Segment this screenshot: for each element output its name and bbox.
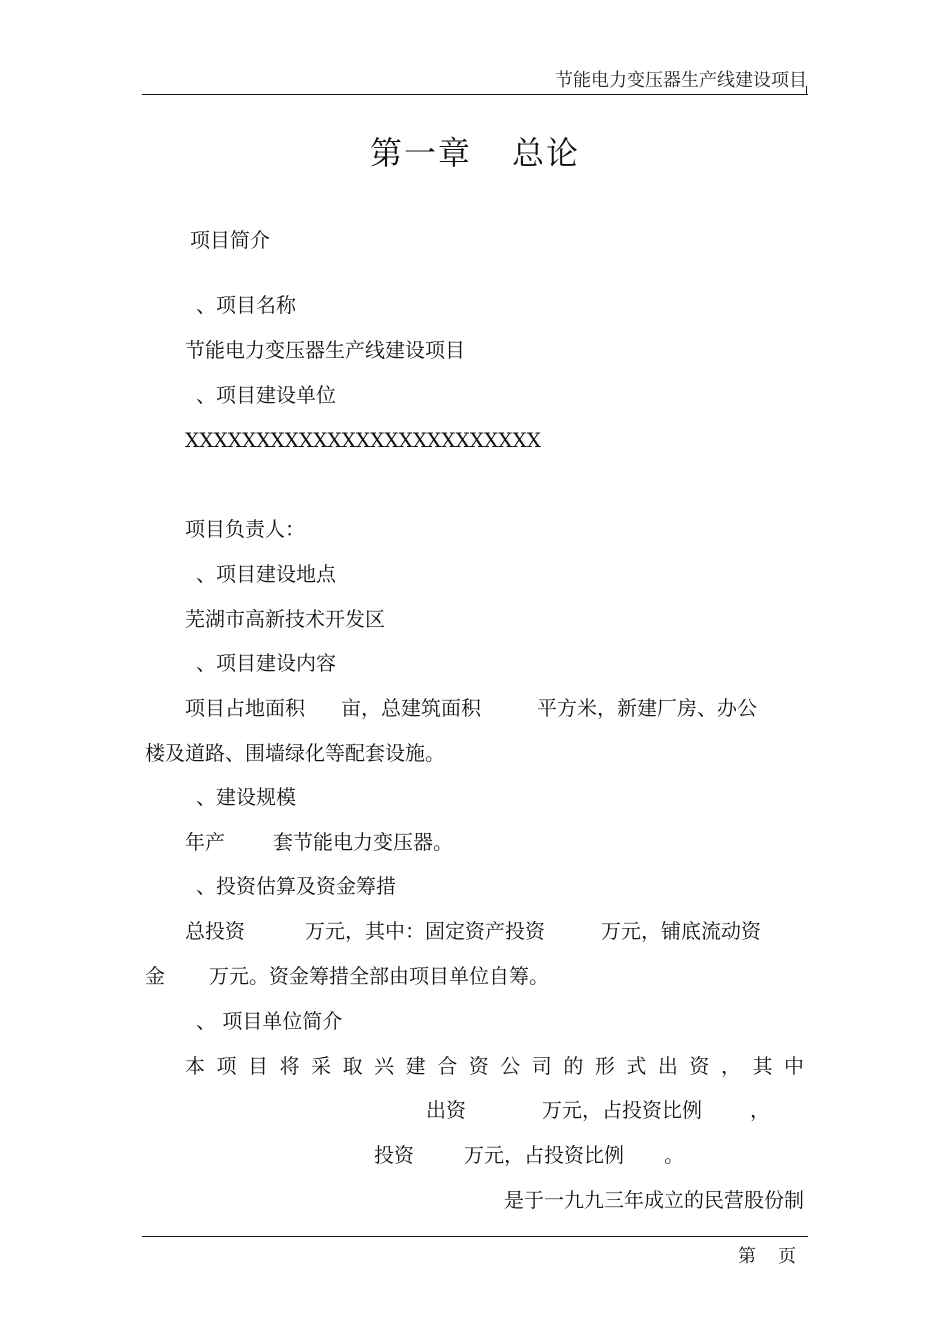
text-segment: 套节能电力变压器。 [273, 830, 453, 854]
page-suffix: 页 [778, 1246, 796, 1267]
text-segment: 项目占地面积 [185, 696, 305, 720]
text-segment: 。 [664, 1143, 684, 1167]
header-rule [142, 94, 808, 95]
subsection-heading: 、建设规模 [196, 785, 296, 809]
chapter-number: 第一章 [369, 134, 472, 172]
section-heading: 项目简介 [190, 228, 270, 252]
subsection-heading: 、 项目单位简介 [196, 1009, 343, 1033]
text-segment: 亩，总建筑面积 [341, 696, 481, 720]
paragraph-line: 节能电力变压器生产线建设项目 [185, 338, 465, 362]
text-segment: 万元，其中：固定资产投资 [305, 919, 545, 943]
paragraph-line: 本项目将采取兴建合资公司的形式出资，其中 [185, 1054, 804, 1078]
paragraph-line: XXXXXXXXXXXXXXXXXXXXXXXXX [185, 428, 541, 452]
footer-rule [142, 1236, 808, 1237]
chapter-name: 总论 [512, 134, 581, 172]
header-corner-mark [806, 86, 807, 95]
subsection-heading: 、项目建设地点 [196, 562, 336, 586]
text-segment: 万元，铺底流动资 [601, 919, 761, 943]
text-segment: 出资 [426, 1098, 466, 1122]
text-segment: 平方米，新建厂房、办公 [537, 696, 757, 720]
page-prefix: 第 [738, 1246, 756, 1267]
paragraph-line [185, 829, 453, 855]
subsection-heading: 、项目建设内容 [196, 651, 336, 675]
paragraph-line: 是于一九九三年成立的民营股份制 [504, 1188, 804, 1212]
paragraph-line [185, 918, 761, 944]
paragraph-line [185, 695, 757, 721]
text-segment: ， [750, 1098, 770, 1122]
paragraph-line [374, 1142, 684, 1168]
text-segment: 金 [145, 964, 165, 988]
paragraph-line [145, 963, 549, 989]
paragraph-line [426, 1097, 770, 1123]
paragraph-line: 楼及道路、围墙绿化等配套设施。 [145, 741, 445, 765]
subsection-heading: 、项目名称 [196, 293, 296, 317]
text-segment: 投资 [374, 1143, 414, 1167]
text-segment: 总投资 [185, 919, 245, 943]
text-segment: 年产 [185, 830, 225, 854]
text-segment: 万元。资金筹措全部由项目单位自筹。 [209, 964, 549, 988]
text-segment: 万元，占投资比例 [542, 1098, 702, 1122]
paragraph-line: 芜湖市高新技术开发区 [185, 607, 385, 631]
subsection-heading: 、项目建设单位 [196, 383, 336, 407]
running-header-title: 节能电力变压器生产线建设项目 [555, 70, 807, 91]
paragraph-line: 项目负责人： [185, 517, 305, 541]
page-number [738, 1242, 796, 1268]
chapter-title [0, 128, 950, 174]
text-segment: 万元，占投资比例 [464, 1143, 624, 1167]
subsection-heading: 、投资估算及资金筹措 [196, 874, 396, 898]
